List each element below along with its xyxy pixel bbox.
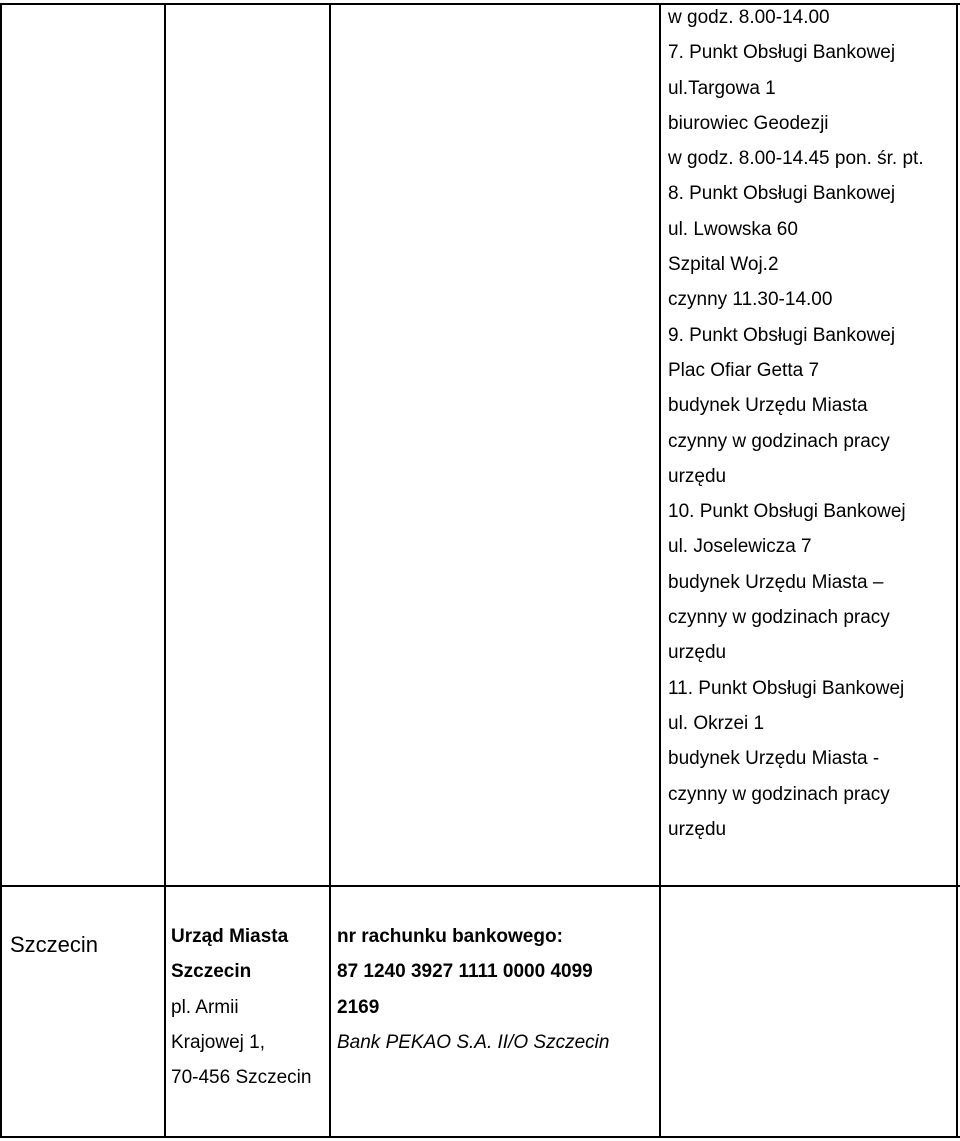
service-point-line: ul. Okrzei 1	[668, 712, 765, 734]
table-bottom-border	[0, 1136, 960, 1138]
service-point-line: 11. Punkt Obsługi Bankowej	[668, 677, 905, 699]
service-point-line: w godz. 8.00-14.45 pon. śr. pt.	[668, 148, 924, 170]
column-divider-2	[329, 3, 331, 1138]
office-name: Urząd Miasta	[171, 926, 289, 947]
city-cell	[10, 927, 98, 963]
account-cell	[337, 919, 609, 1060]
service-point-line: ul. Lwowska 60	[668, 218, 798, 240]
office-postal-address: 70-456 Szczecin	[171, 1067, 312, 1089]
service-point-line: w godz. 8.00-14.00	[668, 7, 830, 28]
service-point-line: czynny w godzinach pracy	[668, 607, 890, 629]
table-right-border	[956, 3, 958, 1138]
account-heading: nr rachunku bankowego:	[337, 926, 563, 947]
service-point-line: 9. Punkt Obsługi Bankowej	[668, 324, 896, 346]
service-point-line: 7. Punkt Obsługi Bankowej	[668, 42, 896, 64]
service-point-line: ul. Joselewicza 7	[668, 536, 812, 558]
table-left-border	[0, 3, 2, 1138]
column-divider-3	[659, 3, 661, 1138]
service-point-line: czynny 11.30-14.00	[668, 289, 833, 311]
service-point-line: urzędu	[668, 818, 727, 840]
service-point-line: urzędu	[668, 465, 727, 487]
service-point-line: budynek Urzędu Miasta –	[668, 571, 884, 593]
service-point-line: 10. Punkt Obsługi Bankowej	[668, 501, 906, 523]
service-point-line: budynek Urzędu Miasta	[668, 395, 868, 417]
service-point-line: 8. Punkt Obsługi Bankowej	[668, 183, 896, 205]
column-divider-1	[164, 3, 166, 1138]
service-point-line: budynek Urzędu Miasta -	[668, 748, 880, 770]
account-number-end: 2169	[337, 996, 380, 1018]
office-address: pl. Armii	[171, 996, 239, 1018]
bank-name: Bank PEKAO S.A. II/O Szczecin	[337, 1031, 610, 1053]
account-number: 87 1240 3927 1111 0000 4099	[337, 961, 593, 983]
service-point-line: czynny w godzinach pracy	[668, 430, 890, 452]
service-points-cell	[668, 0, 924, 847]
service-point-line: ul.Targowa 1	[668, 77, 776, 99]
service-point-line: czynny w godzinach pracy	[668, 783, 890, 805]
office-address: Krajowej 1,	[171, 1031, 265, 1053]
service-point-line: urzędu	[668, 642, 727, 664]
row-divider	[0, 885, 960, 887]
service-point-line: biurowiec Geodezji	[668, 112, 829, 134]
service-point-line: Szpital Woj.2	[668, 254, 779, 276]
office-cell	[171, 919, 311, 1095]
city-name: Szczecin	[10, 932, 99, 957]
office-name-city: Szczecin	[171, 961, 252, 983]
service-point-line: Plac Ofiar Getta 7	[668, 359, 820, 381]
